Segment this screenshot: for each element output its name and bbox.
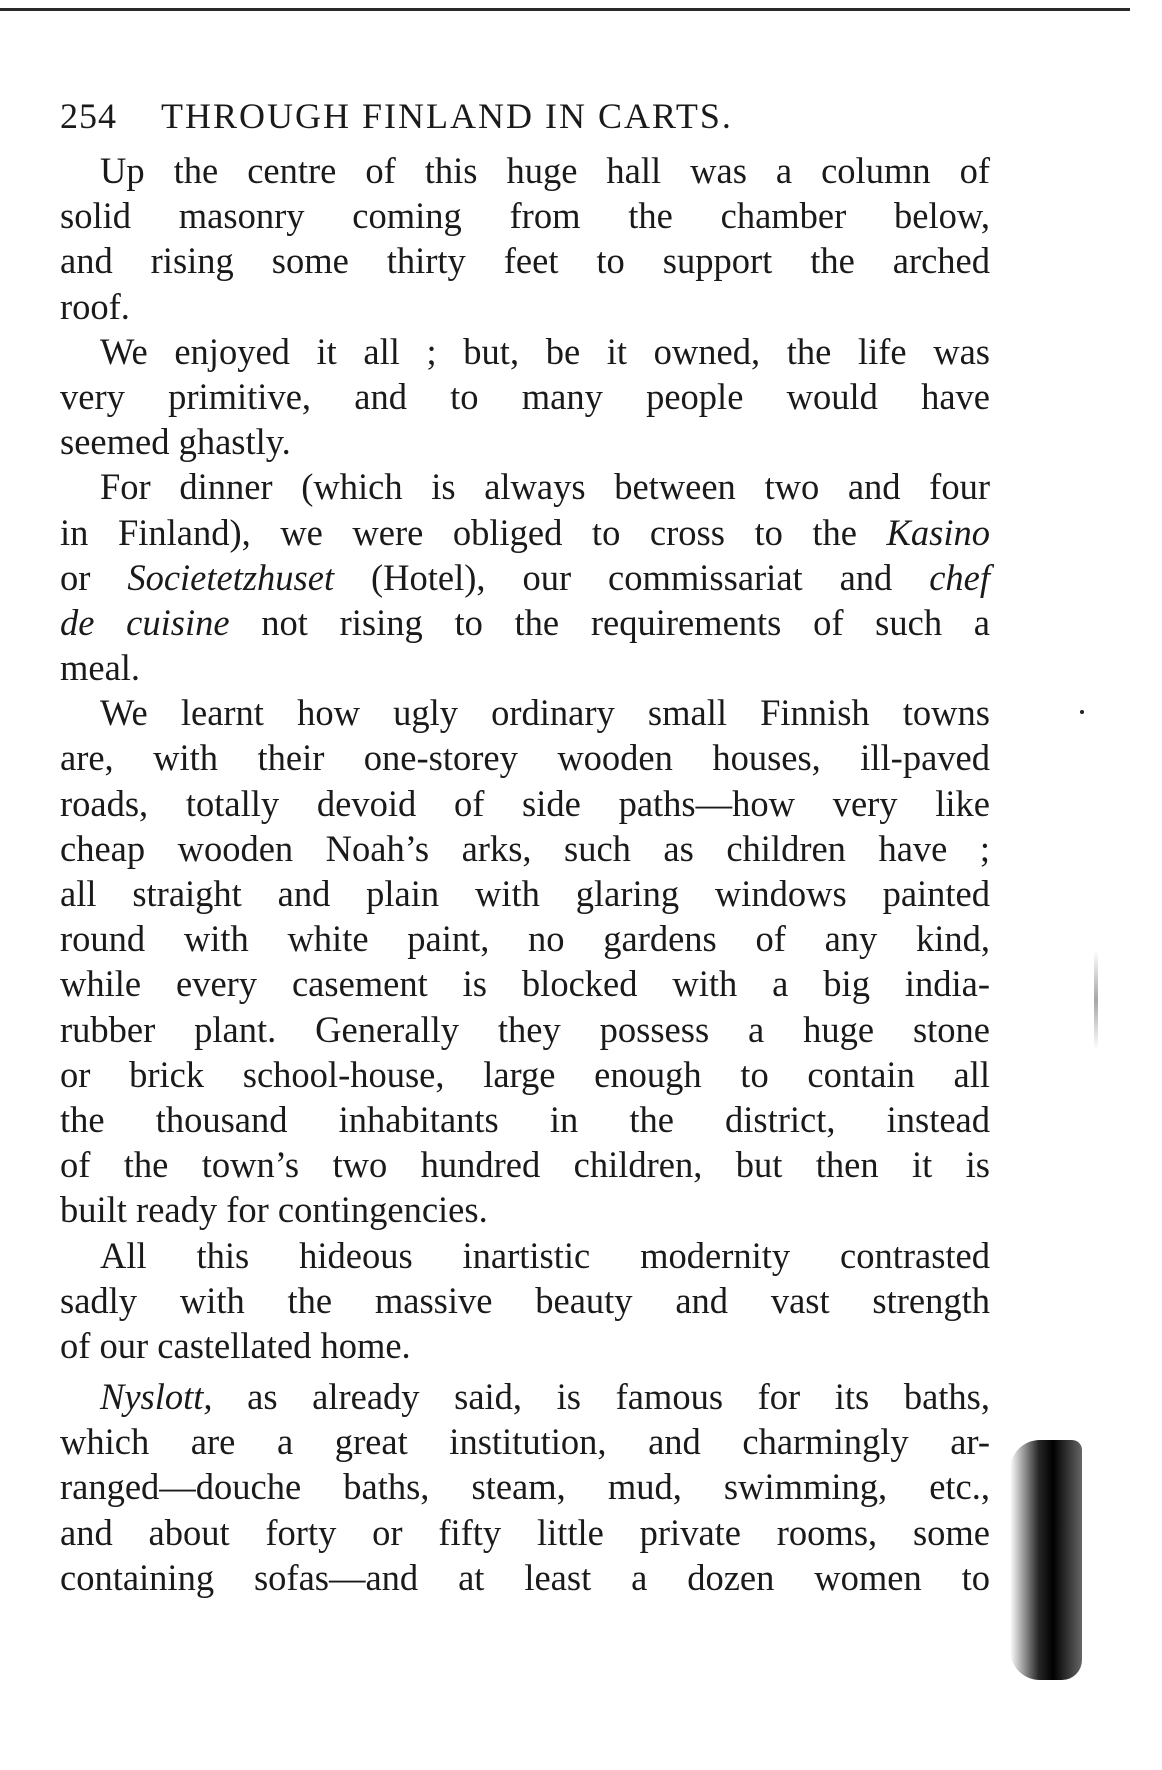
text-line [60, 374, 990, 419]
text-segment: sadly with the massive beauty and vast strength [60, 1279, 990, 1321]
text-line [60, 781, 990, 826]
text-segment: the thousand inhabitants in the district, instead [60, 1098, 990, 1140]
text-segment: built ready for contingencies. [60, 1189, 488, 1231]
text-line [60, 148, 990, 193]
scan-edge-shadow [1010, 1440, 1082, 1680]
text-segment: roads, totally devoid of side paths—how very like [60, 782, 990, 824]
page-header [60, 95, 733, 137]
text-line [60, 916, 990, 961]
text-segment: which are a great institution, and charmingly ar- [60, 1421, 990, 1463]
text-line [60, 510, 990, 555]
text-segment: For dinner (which is always between two and four [100, 466, 990, 508]
text-line [60, 1187, 990, 1232]
top-rule [0, 8, 1130, 11]
text-line [60, 645, 990, 690]
text-segment: cheap wooden Noah’s arks, such as children have ; [60, 827, 990, 869]
text-segment: or brick school-house, large enough to contain all [60, 1053, 990, 1095]
scan-edge-mark [1094, 950, 1098, 1050]
text-line [60, 1323, 990, 1368]
text-segment: of the town’s two hundred children, but then it is [60, 1144, 990, 1186]
italic-text: chef [929, 556, 990, 598]
paragraph [60, 329, 990, 465]
text-segment: roof. [60, 285, 130, 327]
text-segment: We learnt how ugly ordinary small Finnish towns [100, 692, 990, 734]
text-segment: of our castellated home. [60, 1324, 411, 1366]
paragraph [60, 690, 990, 1232]
text-segment: and about forty or fifty little private rooms, some [60, 1511, 990, 1553]
text-line [60, 555, 990, 600]
paragraph [60, 148, 990, 329]
text-segment: as already said, is famous for its baths, [212, 1376, 990, 1418]
italic-text: de cuisine [60, 601, 230, 643]
text-segment: meal. [60, 647, 141, 689]
text-line [60, 284, 990, 329]
text-segment: are, with their one-storey wooden houses, ill-paved [60, 737, 990, 779]
text-line [60, 1052, 990, 1097]
text-line [60, 1233, 990, 1278]
page-number: 254 [60, 96, 117, 136]
text-line [60, 690, 990, 735]
text-line [60, 464, 990, 509]
text-segment: and rising some thirty feet to support the arched [60, 240, 990, 282]
text-line [60, 735, 990, 780]
text-line [60, 1007, 990, 1052]
text-segment: All this hideous inartistic modernity contrasted [100, 1234, 990, 1276]
body-text [60, 148, 990, 1600]
text-line [60, 1555, 990, 1600]
text-line [60, 238, 990, 283]
text-line [60, 1419, 990, 1464]
text-segment: in Finland), we were obliged to cross to the [60, 511, 887, 553]
text-segment: or [60, 556, 128, 598]
text-segment: all straight and plain with glaring windows painted [60, 873, 990, 914]
text-segment: containing sofas—and at least a dozen women to [60, 1556, 990, 1598]
text-segment: while every casement is blocked with a big india- [60, 963, 990, 1005]
italic-text: Societetzhuset [127, 556, 335, 598]
text-segment: ranged—douche baths, steam, mud, swimming, etc., [60, 1466, 990, 1508]
text-line [60, 871, 990, 916]
text-segment: not rising to the requirements of such a [229, 601, 990, 643]
text-line [60, 1510, 990, 1555]
text-line [60, 193, 990, 238]
running-title: THROUGH FINLAND IN CARTS. [161, 96, 733, 136]
text-line [60, 1374, 990, 1419]
text-line [60, 1142, 990, 1187]
text-segment: We enjoyed it all ; but, be it owned, the life was [100, 330, 990, 372]
text-segment: (Hotel), our commissariat and [334, 556, 930, 598]
paragraph [60, 464, 990, 690]
text-segment: seemed ghastly. [60, 421, 291, 463]
text-line [60, 1464, 990, 1509]
text-line [60, 961, 990, 1006]
text-segment: solid masonry coming from the chamber below, [60, 195, 990, 237]
text-segment: round with white paint, no gardens of any kind, [60, 918, 990, 960]
text-line [60, 329, 990, 374]
paragraph [60, 1233, 990, 1369]
scan-speck [1080, 710, 1084, 714]
text-line [60, 826, 990, 871]
text-line [60, 1278, 990, 1323]
text-line [60, 600, 990, 645]
text-line [60, 1097, 990, 1142]
paragraph [60, 1374, 990, 1600]
text-segment: Up the centre of this huge hall was a column of [100, 150, 990, 191]
italic-text: Nyslott, [100, 1376, 213, 1418]
italic-text: Kasino [886, 511, 990, 553]
text-line [60, 419, 990, 464]
text-segment: rubber plant. Generally they possess a huge stone [60, 1008, 990, 1050]
text-segment: very primitive, and to many people would have [60, 375, 990, 417]
